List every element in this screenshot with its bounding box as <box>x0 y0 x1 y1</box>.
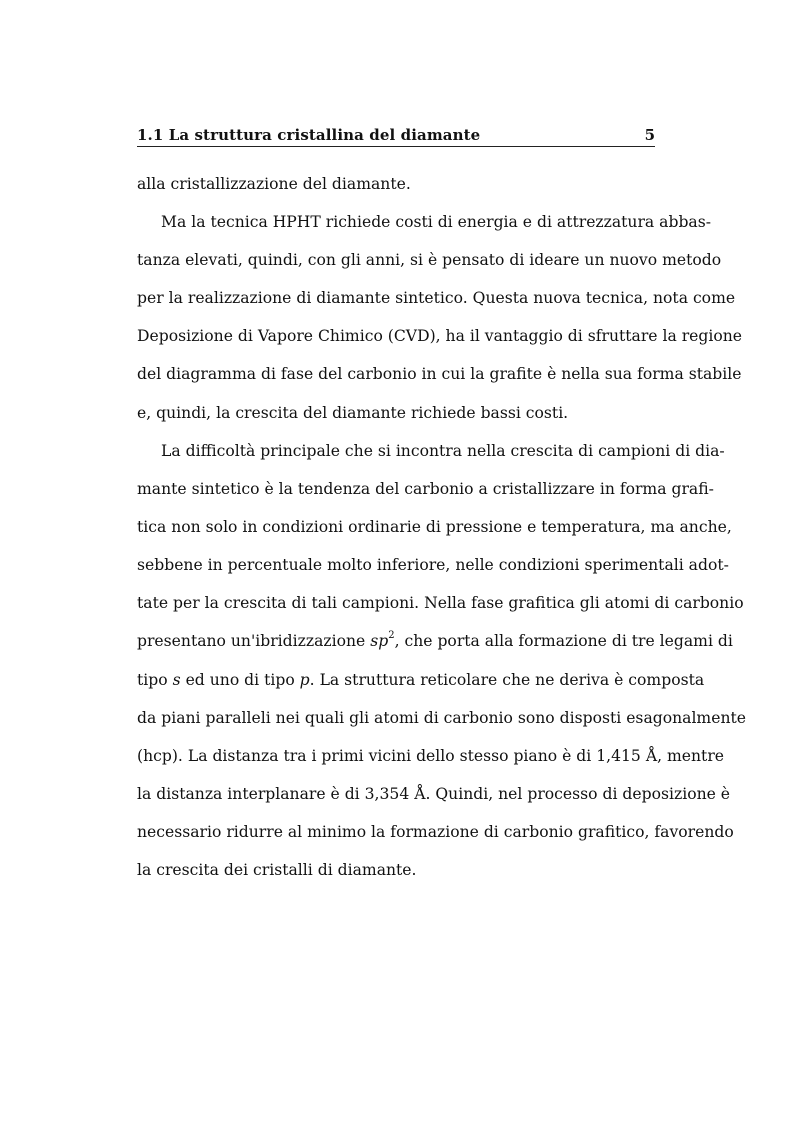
text-line: per la realizzazione di diamante sintetico. Questa nuova tecnica, nota come <box>137 289 736 307</box>
text-line: e, quindi, la crescita del diamante richiede bassi costi. <box>137 404 569 422</box>
paragraph-first-line: Ma la tecnica HPHT richiede costi di energia e di attrezzatura abbas- <box>161 213 711 231</box>
text-line: tate per la crescita di tali campioni. Nella fase grafitica gli atomi di carbonio <box>137 594 744 612</box>
text-line-bond-types <box>137 669 705 691</box>
text-fragment: ed uno di tipo <box>180 671 300 689</box>
text-line: sebbene in percentuale molto inferiore, nelle condizioni sperimentali adot- <box>137 556 729 574</box>
math-exponent: 2 <box>388 629 395 641</box>
text-line: la crescita dei cristalli di diamante. <box>137 861 417 879</box>
text-line: necessario ridurre al minimo la formazione di carbonio grafitico, favorendo <box>137 823 734 841</box>
text-line: (hcp). La distanza tra i primi vicini dello stesso piano è di 1,415 Å, mentre <box>137 747 724 765</box>
paragraph-first-line: La difficoltà principale che si incontra nella crescita di campioni di dia- <box>161 442 725 460</box>
page-number: 5 <box>644 126 655 144</box>
section-title: 1.1 La struttura cristallina del diamante <box>137 126 481 144</box>
running-header <box>137 124 655 147</box>
text-fragment: . La struttura reticolare che ne deriva è composta <box>309 671 705 689</box>
text-line: da piani paralleli nei quali gli atomi di carbonio sono disposti esagonalmente <box>137 709 746 727</box>
text-line: tica non solo in condizioni ordinarie di pressione e temperatura, ma anche, <box>137 518 732 536</box>
text-line: tanza elevati, quindi, con gli anni, si è pensato di ideare un nuovo metodo <box>137 251 722 269</box>
text-fragment: , che porta alla formazione di tre legami di <box>394 632 733 650</box>
math-p: p <box>299 671 310 689</box>
text-fragment: tipo <box>137 671 173 689</box>
text-line: la distanza interplanare è di 3,354 Å. Quindi, nel processo di deposizione è <box>137 785 731 803</box>
math-s: s <box>172 671 181 689</box>
math-sp: sp <box>370 632 389 650</box>
text-line-hybridization <box>137 629 733 652</box>
text-line: del diagramma di fase del carbonio in cui la grafite è nella sua forma stabile <box>137 365 742 383</box>
text-line: mante sintetico è la tendenza del carbonio a cristallizzare in forma grafi- <box>137 480 714 498</box>
text-fragment: presentano un'ibridizzazione <box>137 632 371 650</box>
text-line: Deposizione di Vapore Chimico (CVD), ha il vantaggio di sfruttare la regione <box>137 327 743 345</box>
text-line: alla cristallizzazione del diamante. <box>137 175 411 193</box>
